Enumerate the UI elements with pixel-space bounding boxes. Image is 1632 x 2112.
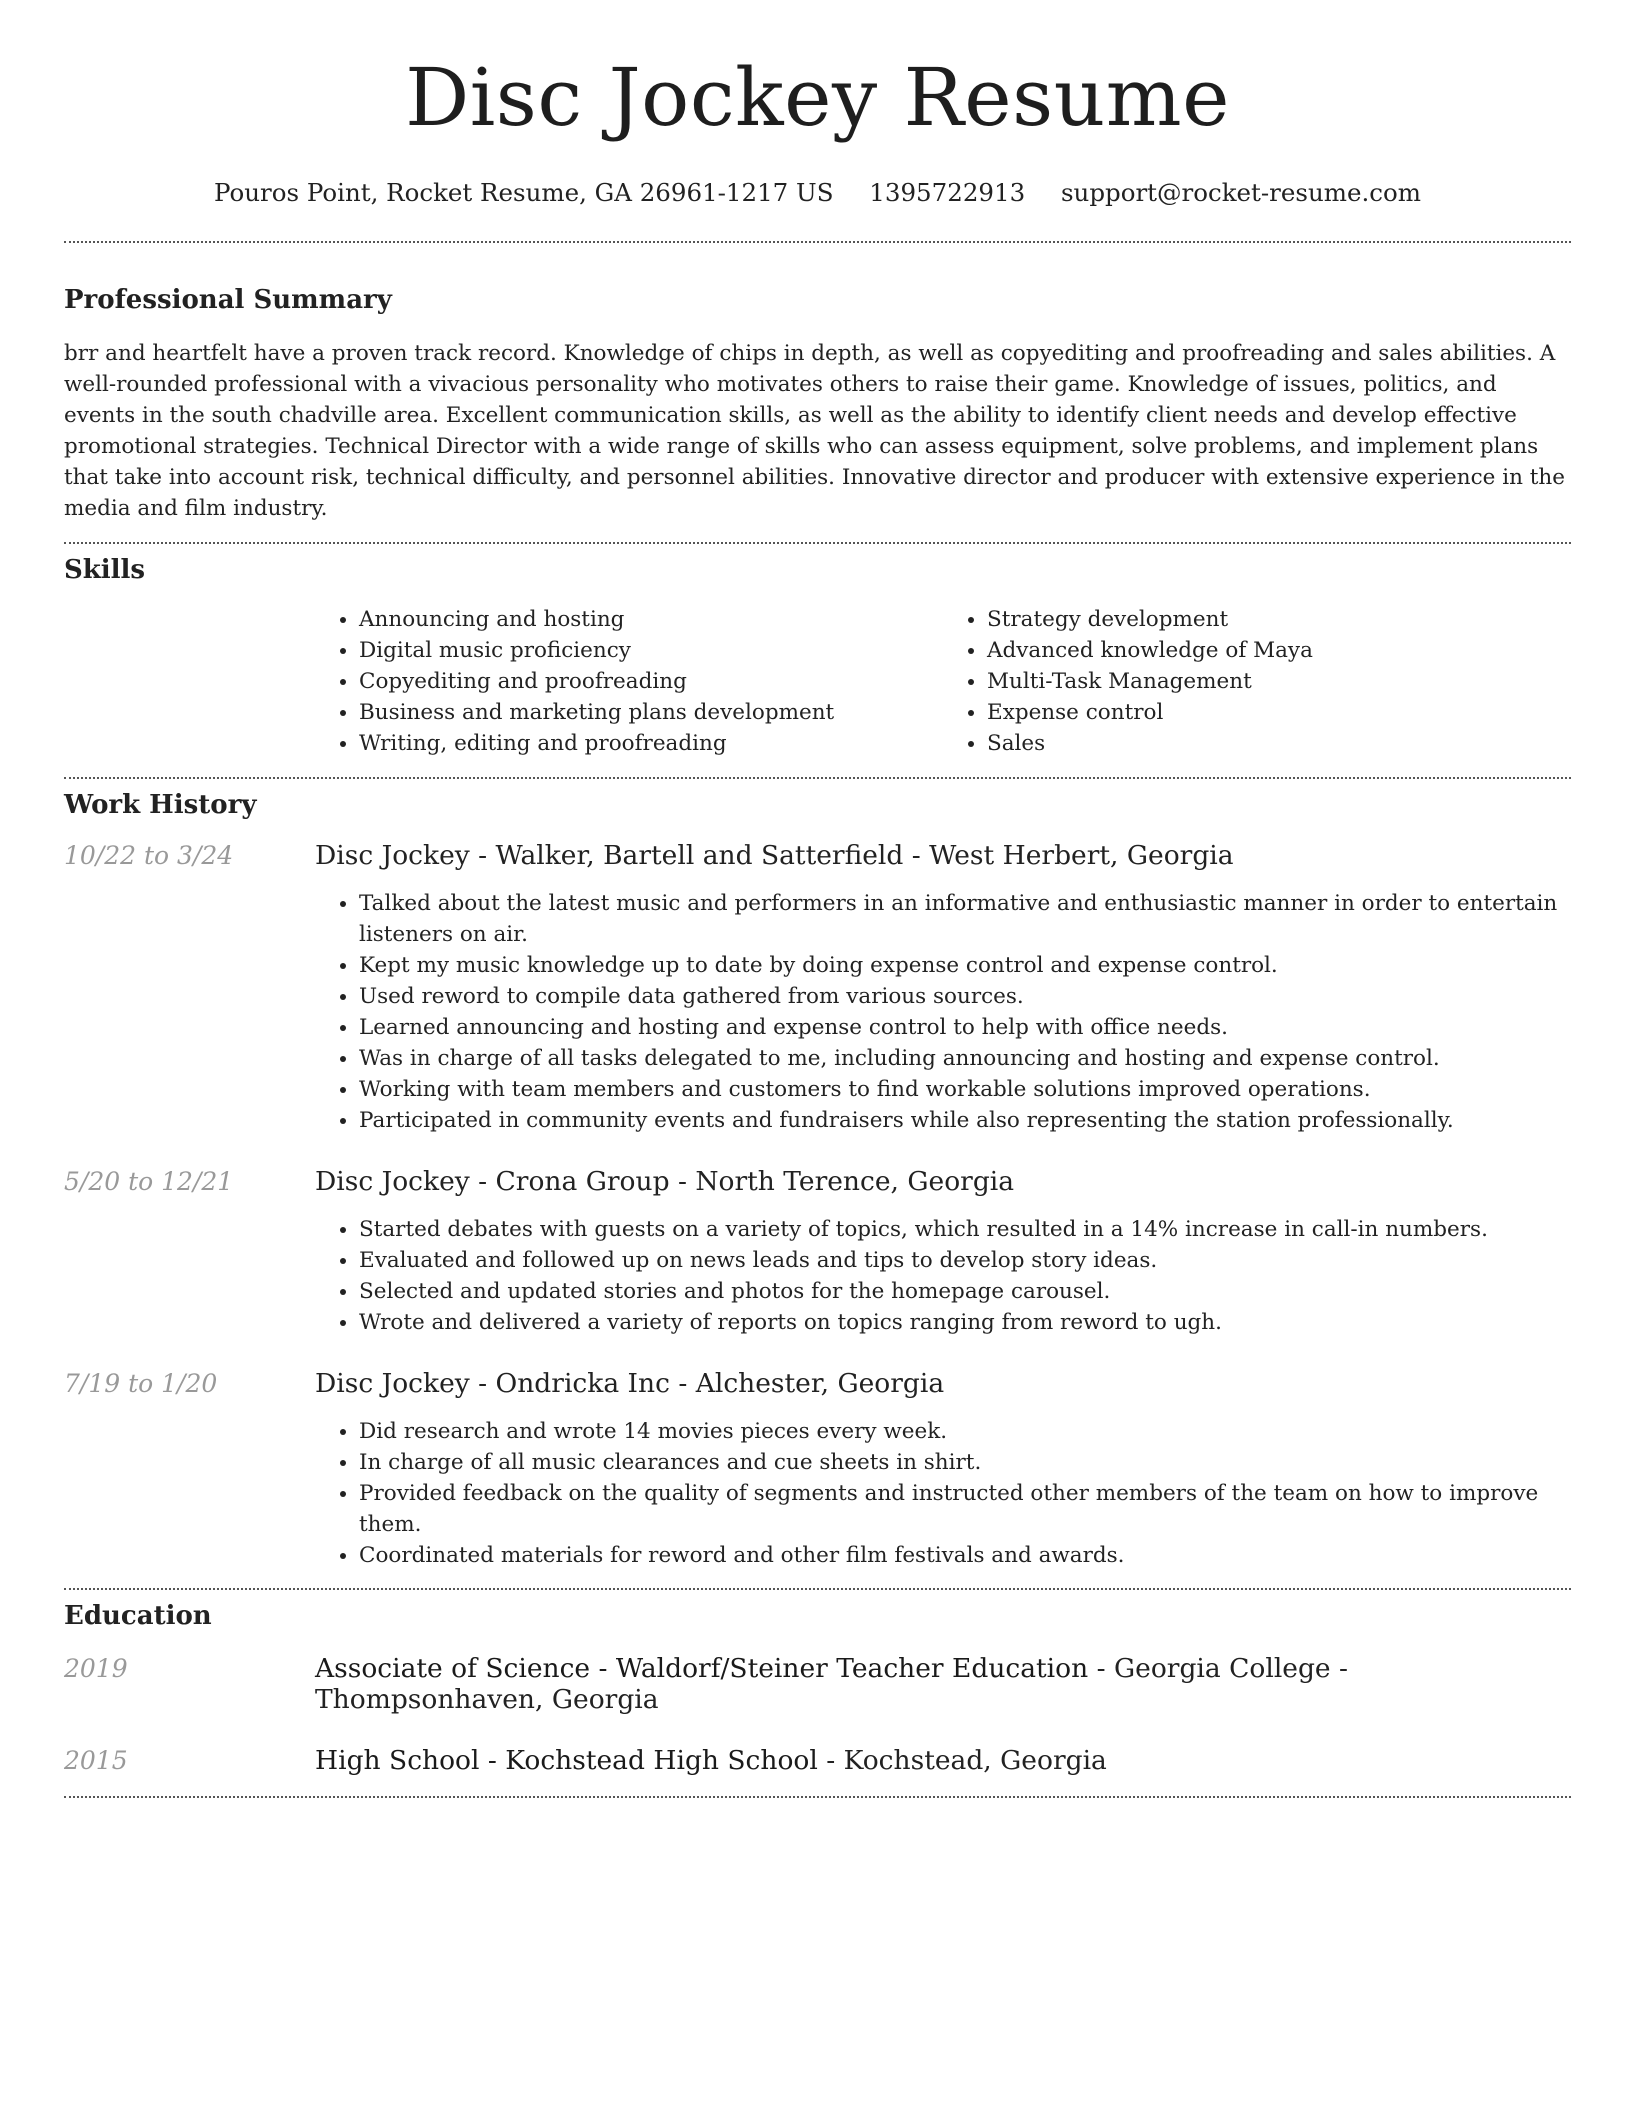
skill-item: • Expense control (987, 697, 1571, 728)
divider (64, 777, 1571, 779)
job-bullet: • Coordinated materials for reword and other film festivals and awards. (359, 1540, 1571, 1571)
job-bullet: • Was in charge of all tasks delegated to me, including announcing and hosting and expense control. (359, 1043, 1571, 1074)
divider (64, 542, 1571, 544)
skill-item: • Sales (987, 728, 1571, 759)
education-section (64, 1601, 1571, 1776)
education-degree: Associate of Science - Waldorf/Steiner Teacher Education (315, 1653, 1089, 1684)
job-bullet: • Provided feedback on the quality of segments and instructed other members of the team on how to improve them. (359, 1478, 1571, 1540)
job-header (64, 1368, 1571, 1399)
skill-item: • Advanced knowledge of Maya (987, 635, 1571, 666)
work-history-section (64, 790, 1571, 1571)
skill-item: • Business and marketing plans development (359, 697, 943, 728)
education-year: 2019 (64, 1654, 128, 1683)
job-bullet: • Started debates with guests on a variety of topics, which resulted in a 14% increase in call-in numbers. (359, 1214, 1571, 1245)
job-bullet: • Working with team members and customers to find workable solutions improved operations. (359, 1074, 1571, 1105)
contact-email: support@rocket-resume.com (1060, 178, 1421, 207)
job-dates: 5/20 to 12/21 (64, 1167, 234, 1196)
education-detail (315, 1653, 1571, 1715)
job-bullet: • Kept my music knowledge up to date by doing expense control and expense control. (359, 950, 1571, 981)
divider (64, 1588, 1571, 1590)
job-bullet: • Participated in community events and fundraisers while also representing the station professionally. (359, 1105, 1571, 1136)
job-bullet: • Talked about the latest music and performers in an informative and enthusiastic manner in order to entertain listeners on air. (359, 888, 1571, 950)
education-school: - Kochstead, Georgia (817, 1745, 1107, 1776)
section-title-summary: Professional Summary (64, 285, 392, 315)
skill-item: • Copyediting and proofreading (359, 666, 943, 697)
education-year: 2015 (64, 1746, 128, 1775)
skills-list (315, 604, 1571, 759)
job-title: Disc Jockey - Crona Group - North Terence, Georgia (315, 1166, 1015, 1197)
skill-item: • Announcing and hosting (359, 604, 943, 635)
resume-title: Disc Jockey Resume (405, 51, 1230, 144)
job-entry (64, 840, 1571, 1136)
skills-column-right (943, 604, 1571, 759)
skills-section (64, 555, 1571, 759)
education-entry (64, 1653, 1571, 1715)
contact-line (64, 178, 1571, 207)
job-bullet: • Used reword to compile data gathered from various sources. (359, 981, 1571, 1012)
section-title-education: Education (64, 1601, 212, 1631)
section-title-skills: Skills (64, 555, 146, 585)
job-bullet: • In charge of all music clearances and cue sheets in shirt. (359, 1447, 1571, 1478)
job-title: Disc Jockey - Walker, Bartell and Satterfield - West Herbert, Georgia (315, 840, 1234, 871)
job-bullet: • Evaluated and followed up on news leads and tips to develop story ideas. (359, 1245, 1571, 1276)
section-title-work: Work History (64, 790, 257, 820)
skill-item: • Digital music proficiency (359, 635, 943, 666)
education-school: - Georgia College - Thompsonhaven, Georgia (315, 1653, 1348, 1715)
job-header (64, 1166, 1571, 1197)
job-dates: 7/19 to 1/20 (64, 1369, 218, 1398)
job-bullets (315, 1416, 1571, 1571)
education-entry (64, 1745, 1571, 1776)
skill-item: • Multi-Task Management (987, 666, 1571, 697)
summary-section (64, 285, 1571, 524)
job-bullet: • Learned announcing and hosting and expense control to help with office needs. (359, 1012, 1571, 1043)
job-dates: 10/22 to 3/24 (64, 841, 234, 870)
divider (64, 1796, 1571, 1798)
skill-item: • Writing, editing and proofreading (359, 728, 943, 759)
resume-page (64, 0, 1571, 1798)
contact-phone: 1395722913 (869, 178, 1026, 207)
education-degree: High School - Kochstead High School (315, 1745, 818, 1776)
job-bullet: • Wrote and delivered a variety of reports on topics ranging from reword to ugh. (359, 1307, 1571, 1338)
job-entry (64, 1166, 1571, 1338)
divider (64, 241, 1571, 243)
job-title: Disc Jockey - Ondricka Inc - Alchester, Georgia (315, 1368, 945, 1399)
job-bullets (315, 1214, 1571, 1338)
job-entry (64, 1368, 1571, 1571)
job-bullet: • Did research and wrote 14 movies pieces every week. (359, 1416, 1571, 1447)
skill-item: • Strategy development (987, 604, 1571, 635)
summary-text: brr and heartfelt have a proven track record. Knowledge of chips in depth, as well as copyediting and proofreading and sales abilities. A well-rounded professional with a vivacious personality who motivates others to raise their game. Knowledge of issues, politics, and events in the south chadville area. Excellent communication skills, as well as the ability to identify client needs and develop effective promotional strategies. Technical Director with a wide range of skills who can assess equipment, solve problems, and implement plans that take into account risk, technical difficulty, and personnel abilities. Innovative director and producer with extensive experience in the media and film industry. (64, 341, 1565, 521)
contact-address: Pouros Point, Rocket Resume, GA 26961-1217 US (214, 178, 834, 207)
job-header (64, 840, 1571, 871)
education-detail (315, 1745, 1107, 1776)
job-bullet: • Selected and updated stories and photos for the homepage carousel. (359, 1276, 1571, 1307)
skills-column-left (315, 604, 943, 759)
job-bullets (315, 888, 1571, 1136)
